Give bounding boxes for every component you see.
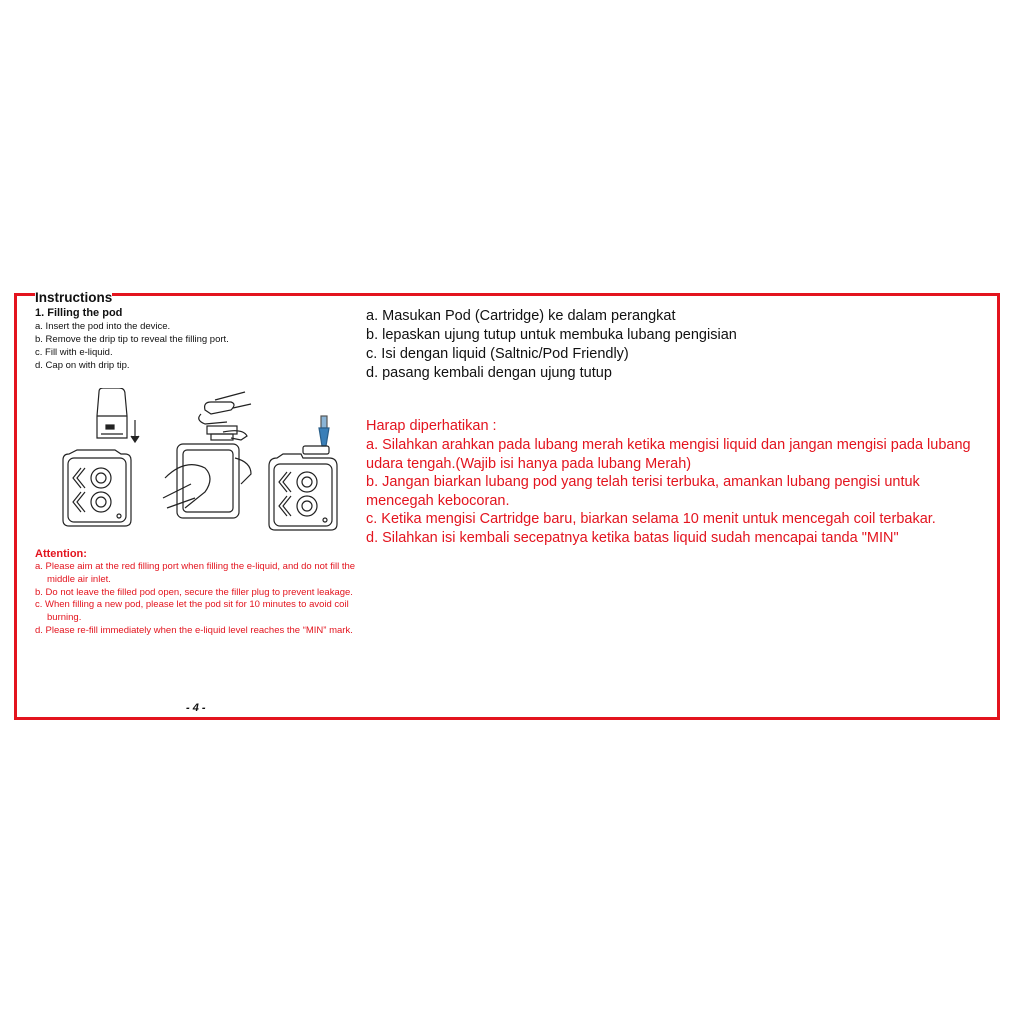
page-number: - 4 - [186,702,206,714]
filling-illustrations [55,388,345,533]
indonesian-step: a. Masukan Pod (Cartridge) ke dalam perangkat [366,308,676,324]
e-liquid-bottle-icon [319,416,329,446]
attention-item: d. Please re-fill immediately when the e-liquid level reaches the “MIN” mark. [35,624,353,636]
indonesian-note: d. Silahkan isi kembali secepatnya ketika batas liquid sudah mencapai tanda "MIN" [366,529,899,546]
indonesian-note: c. Ketika mengisi Cartridge baru, biarkan selama 10 menit untuk mencegah coil terbakar. [366,511,936,527]
indonesian-step: d. pasang kembali dengan ujung tutup [366,365,612,381]
down-arrow-icon [131,420,139,442]
pod-cartridge-icon [97,388,127,438]
indonesian-note: b. Jangan biarkan lubang pod yang telah terisi terbuka, amankan lubang pengisi untuk mencegah kebocoran. [366,474,920,509]
english-steps-list [35,320,229,372]
filling-pod-subheading: 1. Filling the pod [35,307,123,319]
attention-list [35,561,360,638]
indonesian-note-heading: Harap diperhatikan : [366,418,497,434]
english-step: c. Fill with e-liquid. [35,347,113,358]
instructions-heading: Instructions [35,290,113,305]
indonesian-note: a. Silahkan arahkan pada lubang merah ketika mengisi liquid dan jangan mengisi pada lubang udara tengah.(Wajib isi hanya pada lubang Merah) [366,437,971,472]
attention-item: a. Please aim at the red filling port when filling the e-liquid, and do not fill the middle air inlet. [35,561,356,585]
indonesian-step: c. Isi dengan liquid (Saltnic/Pod Friendly) [366,346,629,362]
indonesian-notes-list [366,436,991,547]
fill-e-liquid-illustration [269,416,337,530]
english-step: d. Cap on with drip tip. [35,360,130,371]
english-step: a. Insert the pod into the device. [35,321,171,332]
remove-drip-tip-illustration [163,392,251,518]
attention-heading: Attention: [35,548,87,560]
device-body-icon [63,450,131,526]
attention-item: c. When filling a new pod, please let the pod sit for 10 minutes to avoid coil burning. [35,599,349,624]
indonesian-step: b. lepaskan ujung tutup untuk membuka lubang pengisian [366,327,737,343]
english-step: b. Remove the drip tip to reveal the filling port. [35,334,229,345]
indonesian-steps-list [366,307,737,383]
insert-pod-illustration [63,388,139,526]
attention-item: b. Do not leave the filled pod open, secure the filler plug to prevent leakage. [35,586,353,598]
